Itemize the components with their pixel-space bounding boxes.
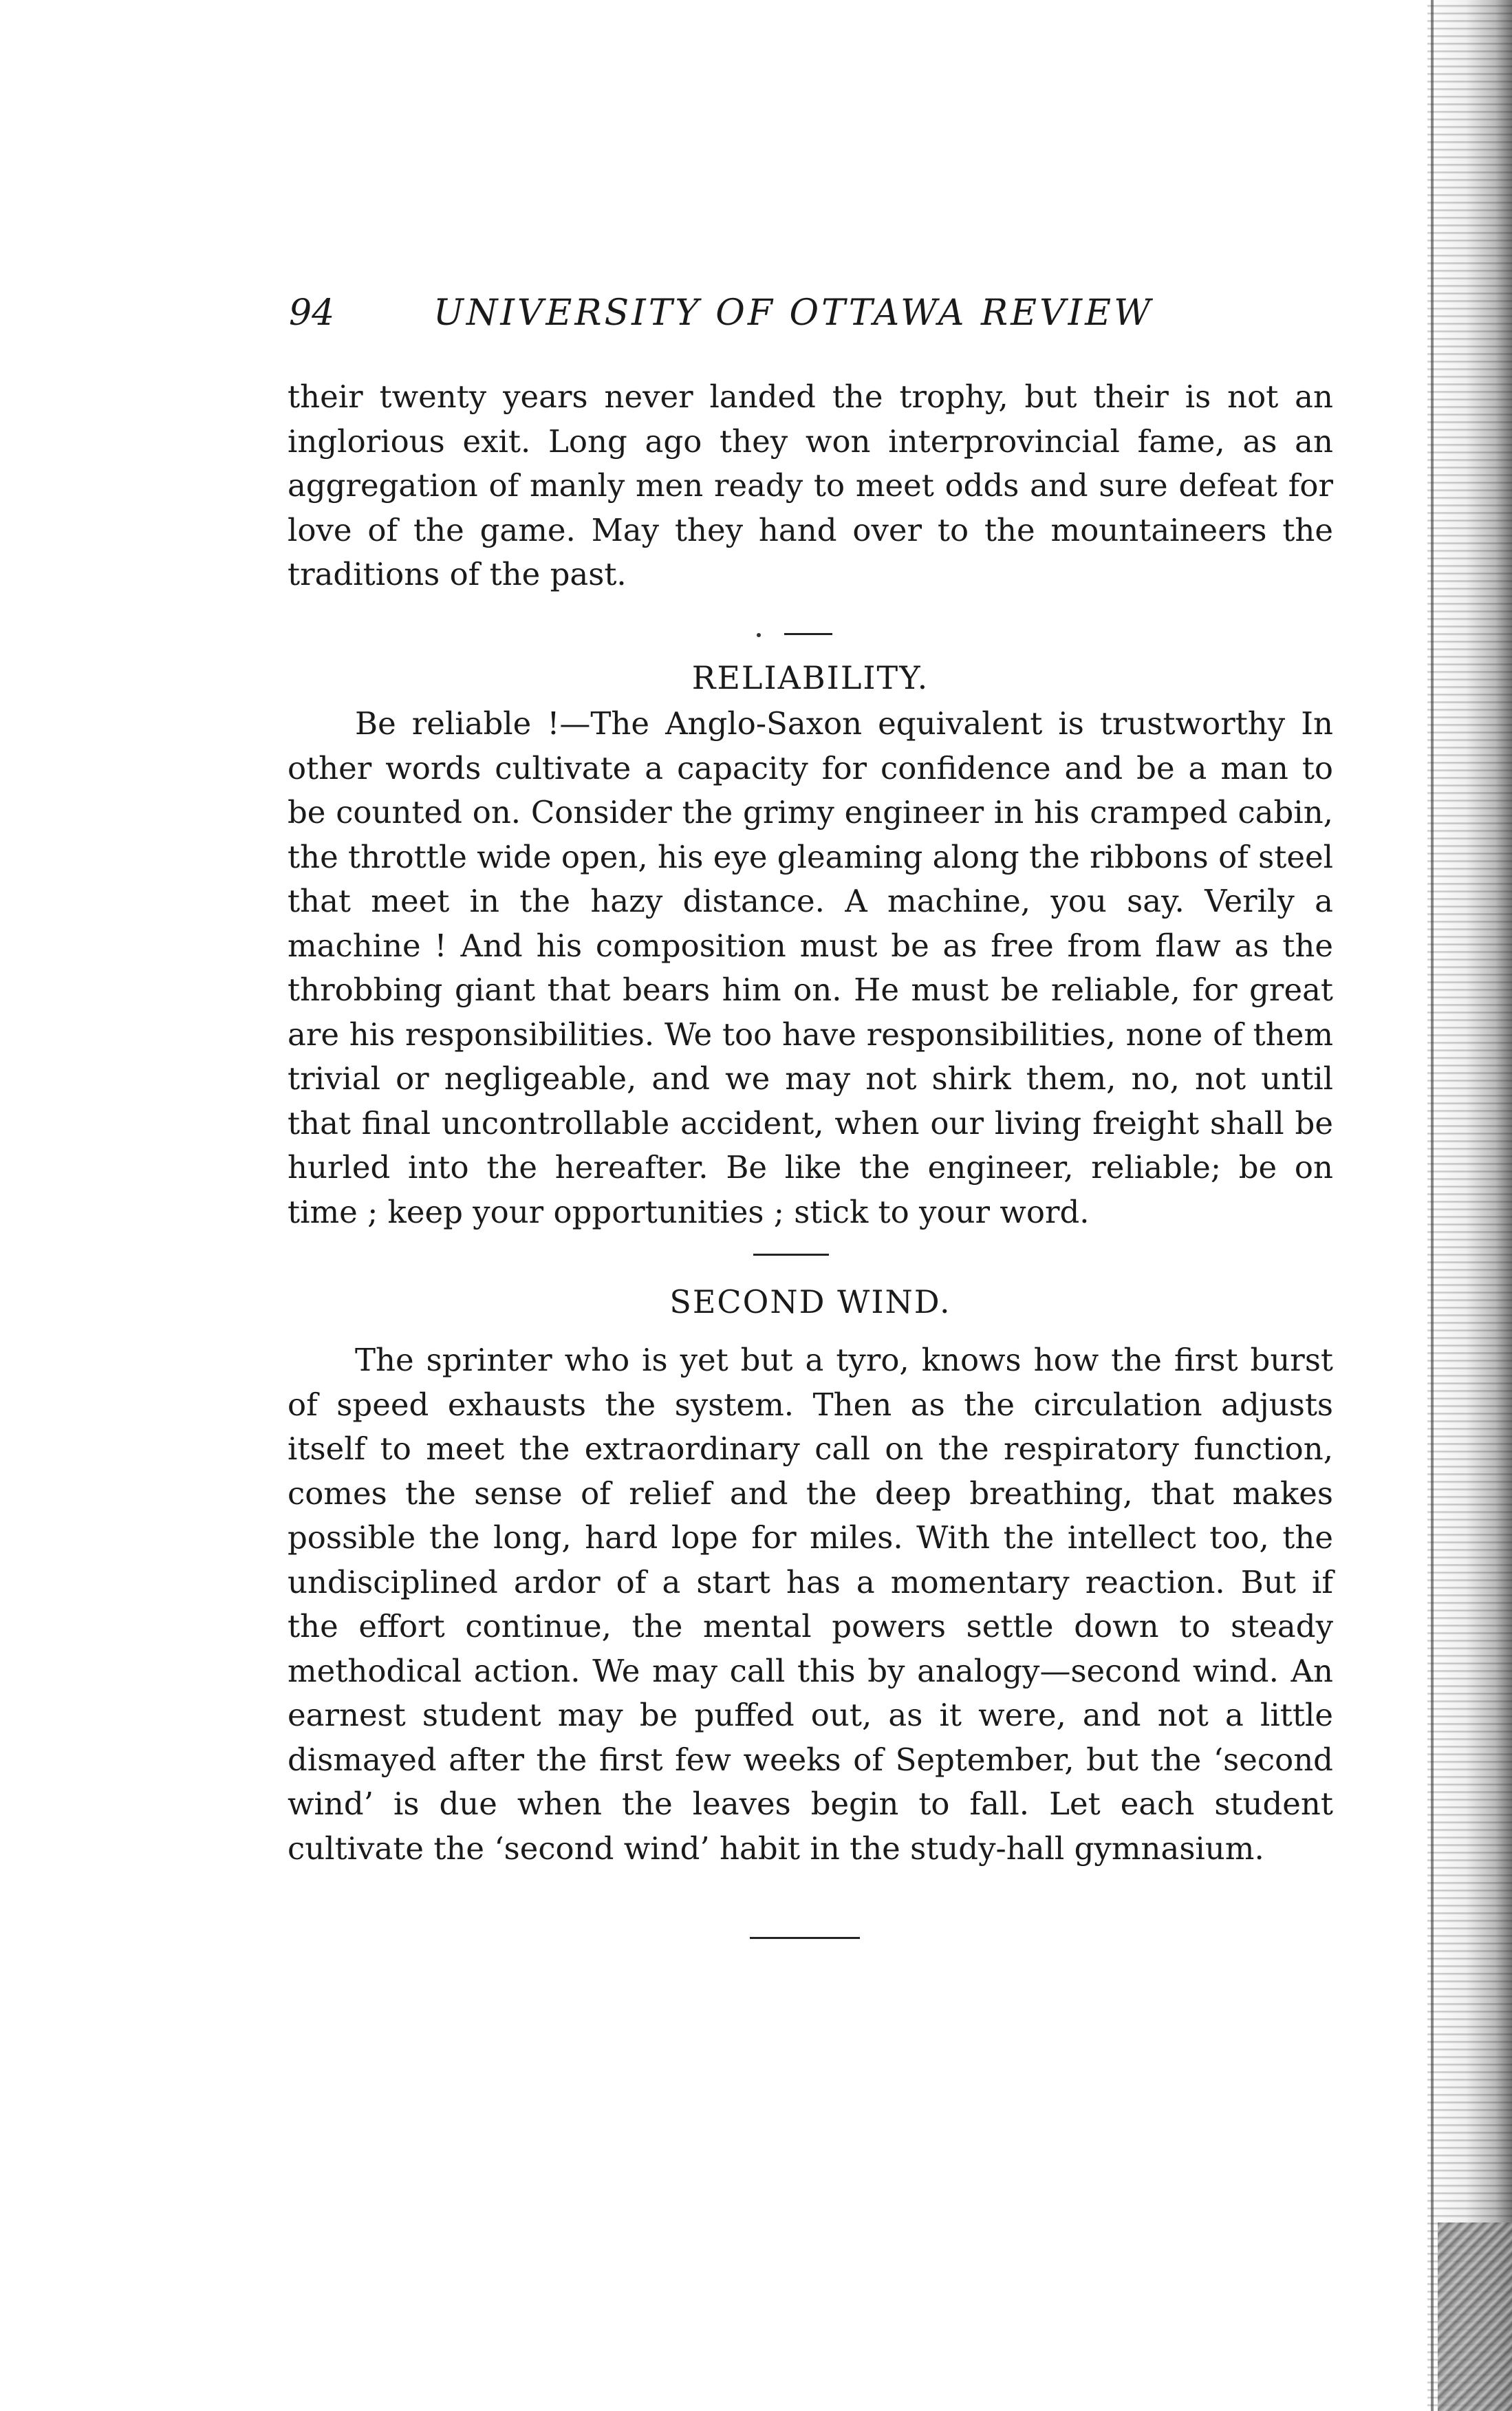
page-number: 94 <box>289 292 335 334</box>
running-head: UNIVERSITY OF OTTAWA REVIEW <box>433 292 1154 334</box>
section-body-second-wind-block <box>288 1338 1333 1871</box>
end-rule <box>750 1937 860 1939</box>
section-body-reliability: Be reliable !—The Anglo-Saxon equivalent is trustworthy In other words cultivate a capacity for confidence and be a man to be counted on. Consider the grimy engineer in his cramped cabin, the throttle wide open, his eye gleaming along the ribbons of steel that meet in the hazy distance. A machine, you say. Verily a machine ! And his composition must be as free from flaw as the throbbing giant that bears him on. He must be reliable, for great are his responsibilities. We too have responsibilities, none of them trivial or negligeable, and we may not shirk them, no, not until that final uncontrollable accident, when our living freight shall be hurled into the hereafter. Be like the engineer, reliable; be on time ; keep your opportunities ; stick to your word. <box>288 705 1333 1230</box>
separator-rule <box>753 1254 829 1256</box>
page-binding-shadow <box>1438 2222 1512 2411</box>
page-binding-edge <box>1427 0 1512 2411</box>
section-body-second-wind: The sprinter who is yet but a tyro, knows how the first burst of speed exhausts the system. Then as the circulation adjusts itself to meet the extraordinary call on the respiratory function, comes the sense of relief and the deep breathing, that makes possible the long, hard lope for miles. With the intellect too, the undisciplined ardor of a start has a momentary reaction. But if the effort continue, the mental powers settle down to steady methodical action. We may call this by analogy—second wind. An earnest student may be puffed out, as it were, and not a little dismayed after the first few weeks of September, but the ‘second wind’ is due when the leaves begin to fall. Let each student cultivate the ‘second wind’ habit in the study-hall gymnasium. <box>288 1342 1333 1867</box>
section-title-reliability: RELIABILITY. <box>691 659 929 696</box>
opening-paragraph-block <box>288 375 1333 597</box>
section-title-second-wind: SECOND WIND. <box>669 1283 951 1320</box>
page-binding-line <box>1431 0 1434 2411</box>
opening-paragraph: their twenty years never landed the trophy, but their is not an inglorious exit. Long ago they won interprovincial fame, as an aggregation of manly men ready to meet odds and sure defeat for love of the game. May they hand over to the mountaineers the traditions of the past. <box>288 378 1333 592</box>
section-body-reliability-block <box>288 702 1333 1234</box>
page-header <box>289 286 1335 341</box>
separator-rule <box>784 633 832 635</box>
separator-dot <box>757 633 761 637</box>
